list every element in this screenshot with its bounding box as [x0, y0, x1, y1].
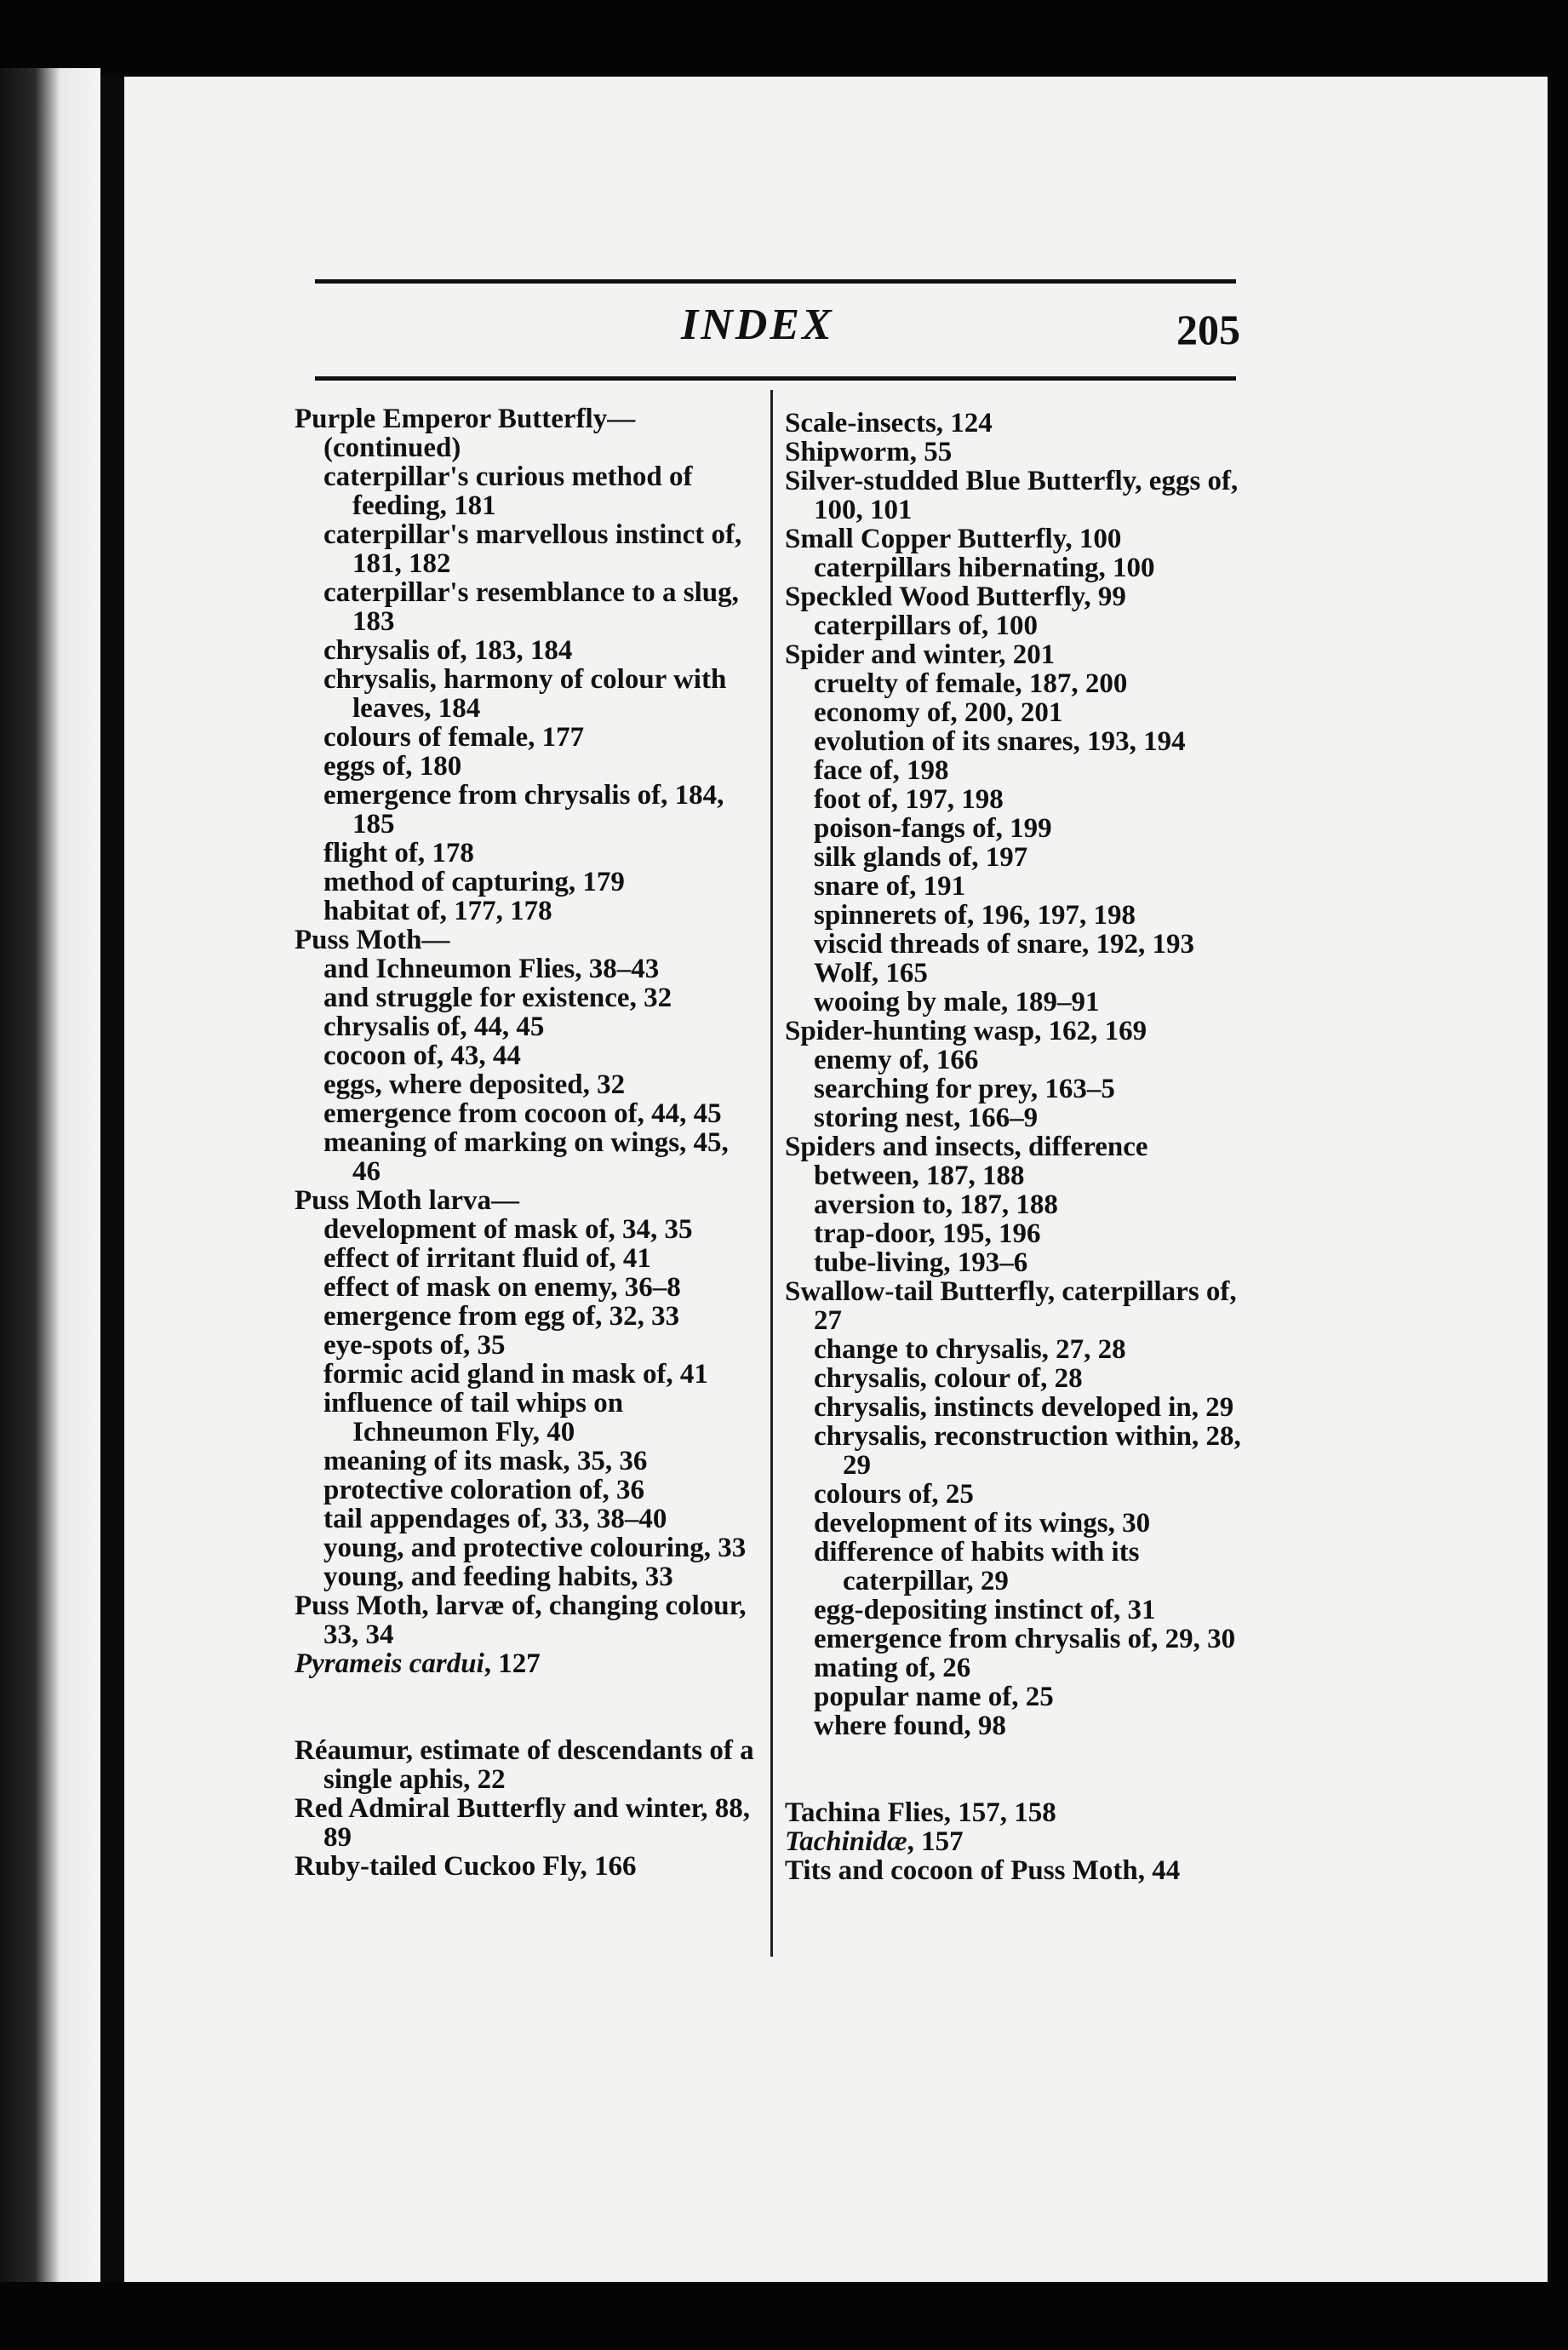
index-entry-text: tube-living, 193–6	[814, 1247, 1028, 1278]
index-subentry	[295, 781, 754, 839]
index-entry-text: eggs, where deposited, 32	[323, 1069, 626, 1100]
index-subentry	[295, 839, 754, 868]
index-entry-text: Speckled Wood Butterfly, 99	[785, 582, 1126, 612]
index-entry-text: emergence from chrysalis of, 184, 185	[323, 780, 724, 840]
index-entry-text: Small Copper Butterfly, 100	[785, 524, 1122, 554]
index-entry-text: Puss Moth larva—	[295, 1185, 519, 1216]
index-subentry	[295, 1041, 754, 1070]
index-entry	[295, 1736, 754, 1794]
index-subentry	[785, 1393, 1249, 1422]
index-subentry	[295, 1302, 754, 1331]
index-entry-text: tail appendages of, 33, 38–40	[323, 1504, 667, 1534]
index-subentry	[785, 1219, 1249, 1248]
index-subentry	[785, 1509, 1249, 1538]
index-entry	[295, 1186, 754, 1215]
index-entry-text: silk glands of, 197	[814, 842, 1028, 873]
index-subentry	[295, 983, 754, 1012]
index-subentry	[785, 1682, 1249, 1711]
index-entry-text: snare of, 191	[814, 871, 966, 902]
index-entry-text: Purple Emperor Butterfly—(continued)	[295, 404, 636, 463]
index-subentry	[785, 930, 1249, 959]
entry-group-gap	[295, 1678, 754, 1736]
index-entry-text: enemy of, 166	[814, 1045, 979, 1075]
index-entry-text: meaning of marking on wings, 45, 46	[323, 1127, 729, 1187]
index-entry-text: chrysalis, harmony of colour with leaves, 184	[323, 664, 727, 724]
index-entry-text: aversion to, 187, 188	[814, 1189, 1058, 1220]
index-subentry	[785, 669, 1249, 698]
index-entry	[785, 1827, 1249, 1856]
index-entry	[295, 404, 754, 462]
index-entry-text: caterpillars hibernating, 100	[814, 553, 1155, 583]
index-entry-text: caterpillar's curious method of feeding, 181	[323, 461, 693, 521]
index-entry-text: effect of irritant fluid of, 41	[323, 1243, 651, 1274]
index-entry-text: economy of, 200, 201	[814, 697, 1063, 728]
index-entry-text: change to chrysalis, 27, 28	[814, 1334, 1126, 1365]
index-entry-text: Pyrameis cardui, 127	[295, 1648, 541, 1679]
index-entry-text: colours of female, 177	[323, 722, 585, 753]
index-entry	[295, 1649, 754, 1678]
index-entry-text: caterpillar's resemblance to a slug, 183	[323, 577, 739, 637]
index-subentry	[785, 1422, 1249, 1480]
index-subentry	[785, 988, 1249, 1017]
index-entry	[785, 524, 1249, 553]
index-entry	[785, 467, 1249, 524]
index-subentry	[295, 1476, 754, 1505]
index-subentry	[295, 1215, 754, 1244]
index-entry	[785, 1277, 1249, 1335]
index-subentry	[785, 1075, 1249, 1103]
index-subentry	[295, 1099, 754, 1128]
index-subentry	[785, 785, 1249, 814]
index-subentry	[785, 1596, 1249, 1625]
index-entry-text: Réaumur, estimate of descendants of a single aphis, 22	[295, 1735, 754, 1795]
index-entry-text: development of its wings, 30	[814, 1508, 1151, 1539]
index-subentry	[785, 1103, 1249, 1132]
index-subentry	[785, 1711, 1249, 1740]
index-subentry	[785, 843, 1249, 872]
index-entry-text: difference of habits with its caterpillar, 29	[814, 1537, 1140, 1596]
index-subentry	[785, 1625, 1249, 1654]
index-entry-text: chrysalis, instincts developed in, 29	[814, 1392, 1234, 1423]
index-subentry	[295, 578, 754, 636]
index-subentry	[295, 1447, 754, 1476]
index-subentry	[785, 1480, 1249, 1509]
index-subentry	[295, 1533, 754, 1562]
index-subentry	[785, 1538, 1249, 1596]
index-entry-text: Spider-hunting wasp, 162, 169	[785, 1016, 1147, 1046]
index-subentry	[295, 1273, 754, 1302]
book-binding	[100, 77, 124, 2282]
index-entry-text: influence of tail whips on Ichneumon Fly, 40	[323, 1388, 624, 1447]
header-rule-bottom	[315, 376, 1236, 381]
index-entry-text: Swallow-tail Butterfly, caterpillars of, 27	[785, 1276, 1237, 1336]
index-entry-text: evolution of its snares, 193, 194	[814, 726, 1186, 757]
index-column-left	[295, 404, 754, 1881]
index-subentry	[295, 1128, 754, 1186]
index-entry	[785, 1856, 1249, 1885]
index-entry-text: Wolf, 165	[814, 958, 928, 989]
index-entry	[295, 1852, 754, 1881]
index-entry-text: and Ichneumon Flies, 38–43	[323, 954, 660, 984]
index-entry	[785, 1132, 1249, 1190]
index-entry-text: emergence from cocoon of, 44, 45	[323, 1098, 722, 1129]
index-entry	[785, 1017, 1249, 1046]
index-subentry	[295, 520, 754, 578]
index-entry-text: eggs of, 180	[323, 751, 462, 782]
index-entry-text: colours of, 25	[814, 1479, 974, 1510]
index-subentry	[295, 954, 754, 983]
index-subentry	[295, 1244, 754, 1273]
index-subentry	[295, 636, 754, 665]
index-subentry	[295, 1389, 754, 1447]
index-subentry	[785, 611, 1249, 640]
index-entry-text: storing nest, 166–9	[814, 1103, 1039, 1133]
index-subentry	[785, 959, 1249, 988]
index-entry-text: Tachinidæ, 157	[785, 1826, 964, 1857]
index-subentry	[295, 1331, 754, 1360]
index-subentry	[295, 665, 754, 723]
index-entry	[785, 1798, 1249, 1827]
index-entry-text: Scale-insects, 124	[785, 408, 993, 438]
index-entry-text: chrysalis of, 183, 184	[323, 635, 573, 666]
index-subentry	[785, 872, 1249, 901]
index-subentry	[785, 727, 1249, 756]
index-subentry	[295, 1070, 754, 1099]
index-entry-text: wooing by male, 189–91	[814, 987, 1100, 1017]
index-subentry	[295, 1360, 754, 1389]
index-entry-text: chrysalis of, 44, 45	[323, 1012, 545, 1042]
index-entry-text: chrysalis, colour of, 28	[814, 1363, 1083, 1394]
index-entry-text: viscid threads of snare, 192, 193	[814, 929, 1195, 960]
column-divider	[770, 390, 773, 1957]
header-rule-top	[315, 279, 1236, 284]
index-entry-text: Tits and cocoon of Puss Moth, 44	[785, 1855, 1181, 1886]
index-subentry	[785, 698, 1249, 727]
index-subentry	[785, 814, 1249, 843]
index-entry	[295, 1591, 754, 1649]
index-entry-text: and struggle for existence, 32	[323, 983, 672, 1013]
index-entry-text: Puss Moth, larvæ of, changing colour, 33, 34	[295, 1591, 747, 1650]
index-entry-text: where found, 98	[814, 1711, 1006, 1741]
index-entry-text: young, and feeding habits, 33	[323, 1562, 673, 1592]
index-entry-text: face of, 198	[814, 755, 949, 786]
running-title: INDEX	[681, 301, 834, 349]
index-subentry	[295, 1505, 754, 1533]
index-subentry	[785, 901, 1249, 930]
index-entry	[295, 926, 754, 954]
index-entry	[785, 438, 1249, 467]
index-entry	[785, 409, 1249, 438]
index-entry-text: emergence from chrysalis of, 29, 30	[814, 1624, 1236, 1654]
index-subentry	[295, 1562, 754, 1591]
index-entry-text: Silver-studded Blue Butterfly, eggs of, 100, 101	[785, 466, 1239, 525]
index-subentry	[785, 1190, 1249, 1219]
index-entry-text: searching for prey, 163–5	[814, 1074, 1115, 1104]
book-page	[124, 77, 1548, 2282]
index-entry	[295, 1794, 754, 1852]
index-entry-text: Tachina Flies, 157, 158	[785, 1797, 1056, 1828]
index-entry-text: development of mask of, 34, 35	[323, 1214, 693, 1245]
index-subentry	[295, 723, 754, 752]
index-entry-text: trap-door, 195, 196	[814, 1218, 1041, 1249]
index-entry-text: mating of, 26	[814, 1653, 971, 1683]
page-number: 205	[1176, 306, 1240, 353]
index-subentry	[785, 1046, 1249, 1075]
index-entry-text: poison-fangs of, 199	[814, 813, 1052, 844]
index-entry-text: caterpillar's marvellous instinct of, 181, 182	[323, 519, 742, 579]
index-entry-text: Puss Moth—	[295, 925, 450, 955]
facing-page-edge	[0, 68, 100, 2282]
index-subentry	[295, 462, 754, 520]
index-entry-text: caterpillars of, 100	[814, 610, 1039, 641]
index-subentry	[785, 756, 1249, 785]
index-entry-text: chrysalis, reconstruction within, 28, 29	[814, 1421, 1241, 1481]
index-entry-text: Spiders and insects, difference between, 187, 188	[785, 1132, 1148, 1191]
index-entry-text: Red Admiral Butterfly and winter, 88, 89	[295, 1793, 751, 1853]
index-subentry	[785, 1335, 1249, 1364]
index-entry-text: cocoon of, 43, 44	[323, 1040, 521, 1071]
index-entry	[785, 582, 1249, 611]
index-entry-text: Shipworm, 55	[785, 437, 953, 467]
index-entry-text: effect of mask on enemy, 36–8	[323, 1272, 681, 1303]
index-entry-text: spinnerets of, 196, 197, 198	[814, 900, 1136, 931]
index-subentry	[785, 1654, 1249, 1682]
index-entry	[785, 640, 1249, 669]
index-entry-text: method of capturing, 179	[323, 867, 625, 897]
index-entry-text: cruelty of female, 187, 200	[814, 668, 1128, 699]
index-entry-text: Ruby-tailed Cuckoo Fly, 166	[295, 1851, 637, 1882]
index-subentry	[295, 752, 754, 781]
index-entry-text: egg-depositing instinct of, 31	[814, 1595, 1156, 1625]
index-subentry	[295, 868, 754, 897]
index-entry-text: emergence from egg of, 32, 33	[323, 1301, 680, 1332]
index-subentry	[785, 553, 1249, 582]
entry-group-gap	[785, 1740, 1249, 1798]
index-entry-text: popular name of, 25	[814, 1682, 1054, 1712]
index-subentry	[295, 897, 754, 926]
index-column-right	[785, 409, 1249, 1885]
index-entry-text: young, and protective colouring, 33	[323, 1533, 747, 1563]
index-entry-text: flight of, 178	[323, 838, 474, 868]
index-entry-text: Spider and winter, 201	[785, 639, 1056, 670]
index-entry-text: eye-spots of, 35	[323, 1330, 506, 1361]
index-entry-text: formic acid gland in mask of, 41	[323, 1359, 708, 1390]
index-entry-text: habitat of, 177, 178	[323, 896, 552, 926]
index-entry-text: protective coloration of, 36	[323, 1475, 644, 1505]
index-subentry	[785, 1248, 1249, 1277]
index-subentry	[785, 1364, 1249, 1393]
index-subentry	[295, 1012, 754, 1041]
index-entry-text: foot of, 197, 198	[814, 784, 1004, 815]
index-entry-text: meaning of its mask, 35, 36	[323, 1446, 648, 1476]
